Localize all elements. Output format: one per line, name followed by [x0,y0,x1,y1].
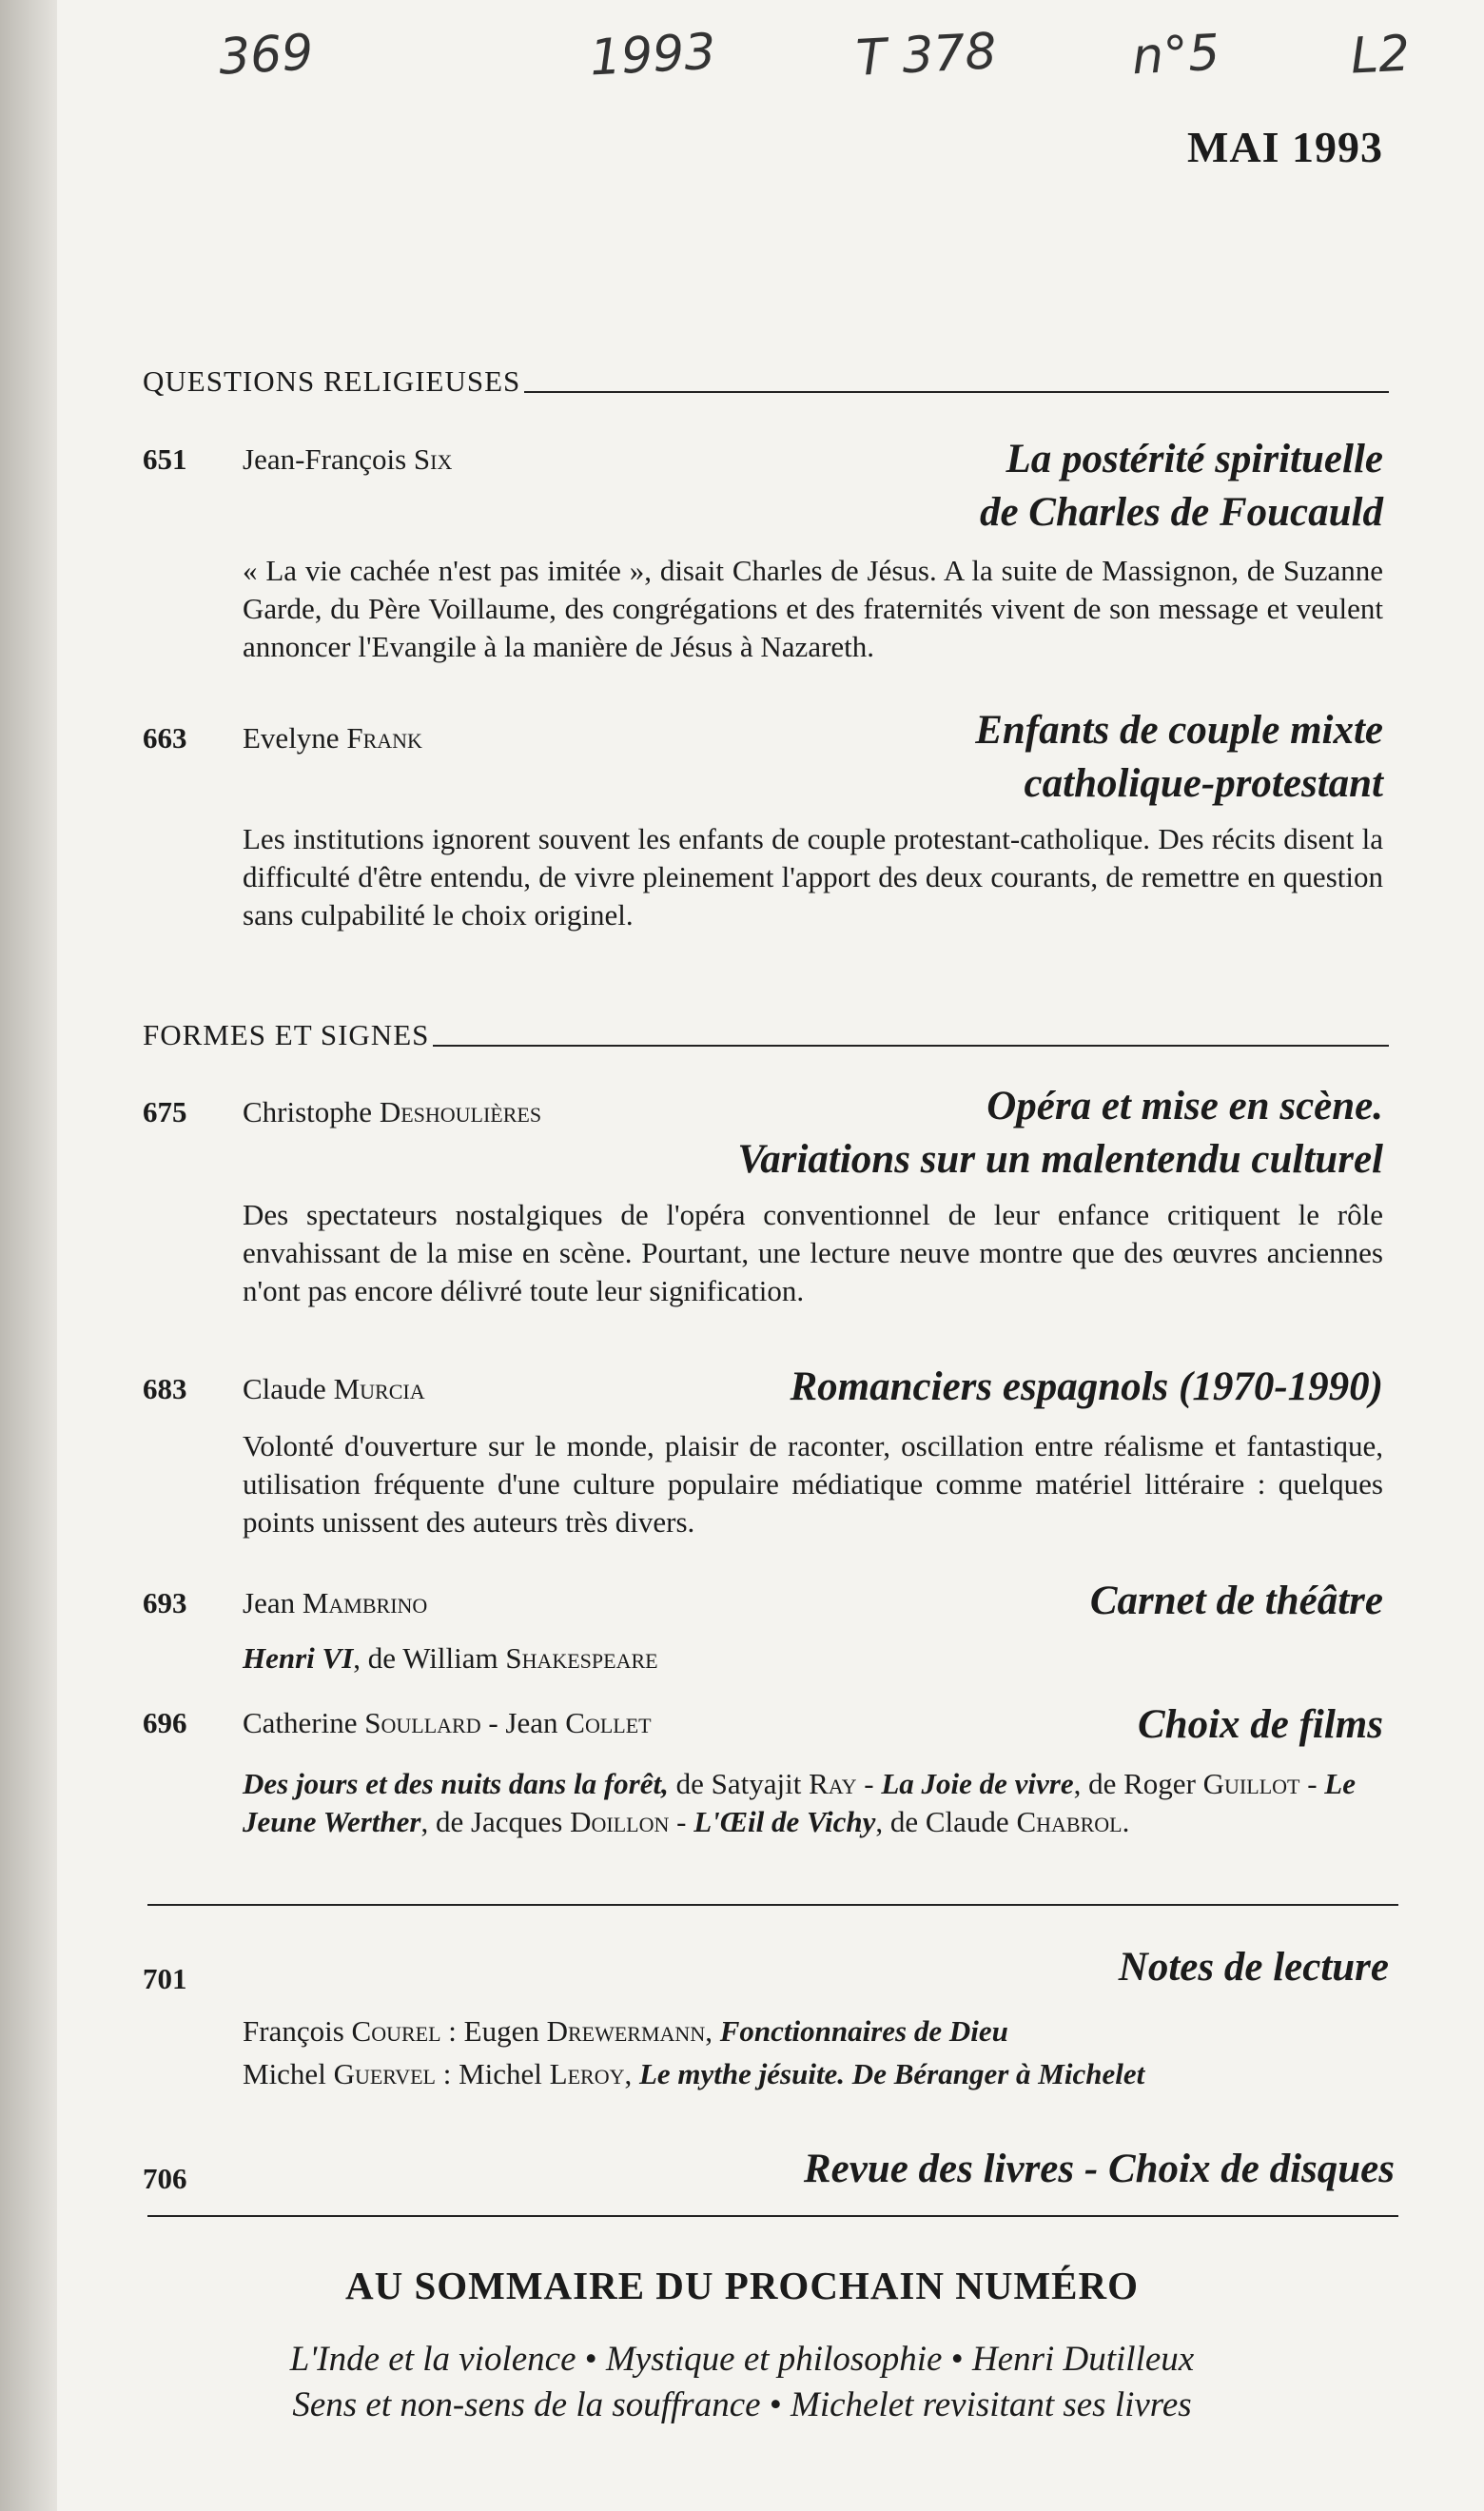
handwritten-mark: L2 [1349,25,1412,86]
author: Jean-François Six [243,442,453,476]
page-number: 675 [143,1095,187,1128]
issue-date: MAI 1993 [1186,123,1383,171]
article-title: Enfants de couple mixte catholique-protestant [975,708,1383,806]
article-title: Romanciers espagnols (1970-1990) [790,1364,1383,1409]
article-title: Revue des livres - Choix de disques [803,2147,1395,2191]
page-number: 696 [143,1706,187,1739]
handwritten-mark: 1993 [588,23,717,88]
review-item: François Courel : Eugen Drewermann, Fonctionnaires de Dieu [243,2014,1008,2048]
review-item: Michel Guervel : Michel Leroy, Le mythe jésuite. De Béranger à Michelet [243,2057,1145,2090]
handwritten-mark: 369 [217,24,315,87]
article-title: La postérité spirituelle de Charles de Foucauld [979,437,1383,535]
next-issue-topics: L'Inde et la violence • Mystique et philosophie • Henri Dutilleux [289,2340,1195,2379]
handwritten-mark: T 378 [854,23,999,88]
author: Evelyne Frank [243,721,422,755]
article-title: Notes de lecture [1118,1945,1389,1990]
author: Catherine Soullard - Jean Collet [243,1706,652,1739]
article-summary: Les institutions ignorent souvent les enfants de couple protestant-catholique. Des récits disent la difficulté d'être entendu, de vivre pleinement l'apport des deux courants, de remettre en question sans culpabilité le choix originel. [243,822,1383,932]
handwritten-mark: n°5 [1130,24,1221,87]
next-issue-heading: AU SOMMAIRE DU PROCHAIN NUMÉRO [344,2264,1140,2307]
film-list: Des jours et des nuits dans la forêt, de Satyajit Ray - La Joie de vivre, de Roger Guillot - Le Jeune Werther, de Jacques Doillon - L'Œil de Vichy, de Claude Chabrol. [243,1767,1356,1838]
author: Jean Mambrino [243,1586,428,1619]
next-issue-topics: Sens et non-sens de la souffrance • Michelet revisitant ses livres [292,2385,1192,2424]
author: Christophe Deshoulières [243,1095,542,1128]
page-number: 651 [143,442,187,476]
section-heading: QUESTIONS RELIGIEUSES [143,364,1389,399]
author: Claude Murcia [243,1372,425,1405]
article-title: Carnet de théâtre [1089,1579,1383,1623]
page-number: 701 [143,1962,187,1995]
page-number: 663 [143,721,187,755]
page-number: 693 [143,1586,187,1619]
divider [147,1904,1398,1906]
page-number: 683 [143,1372,187,1405]
divider [147,2215,1398,2217]
article-title: Opéra et mise en scène. Variations sur un malentendu culturel [737,1084,1383,1182]
section-heading: FORMES ET SIGNES [143,1018,1389,1052]
binding-edge [0,0,57,2511]
article-summary: « La vie cachée n'est pas imitée », disait Charles de Jésus. A la suite de Massignon, de Suzanne Garde, du Père Voillaume, des congrégations et des fraternités vivent de son message et veulent annoncer l'Evangile à la manière de Jésus à Nazareth. [243,554,1383,663]
article-summary: Des spectateurs nostalgiques de l'opéra conventionnel de leur enfance critiquent le rôle envahissant de la mise en scène. Pourtant, une lecture neuve montre que des œuvres anciennes n'ont pas encore délivré toute leur signification. [243,1198,1383,1307]
page-number: 706 [143,2162,187,2195]
article-summary: Volonté d'ouverture sur le monde, plaisir de raconter, oscillation entre réalisme et fantastique, utilisation fréquente d'une culture populaire médiatique comme matériel littéraire : quelques points unissent des auteurs très divers. [243,1429,1383,1539]
article-title: Choix de films [1137,1702,1383,1747]
play-reference: Henri VI, de William Shakespeare [243,1641,658,1675]
